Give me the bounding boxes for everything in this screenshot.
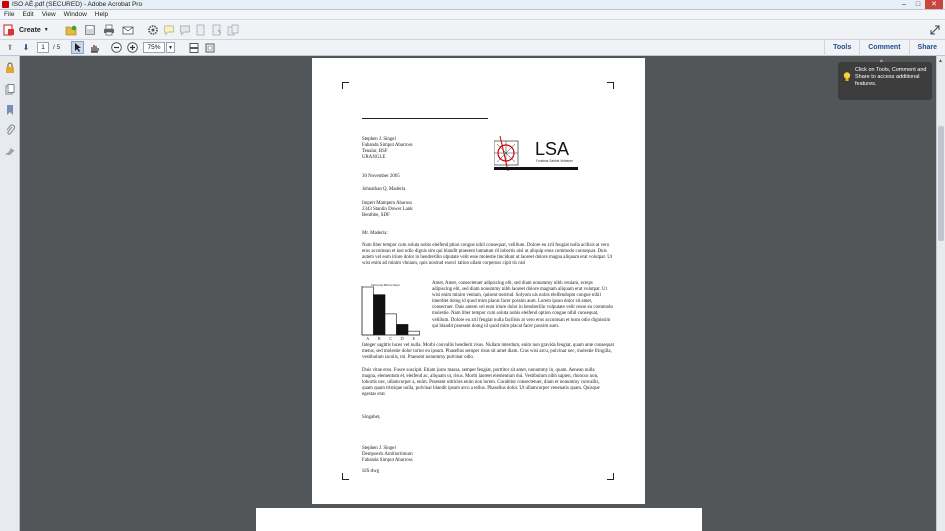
- scrolling-mode-button[interactable]: [187, 41, 200, 54]
- signatures-icon[interactable]: [4, 146, 16, 158]
- recipient-name: Johnathan Q. Maderia: [362, 187, 406, 192]
- expand-icon: [930, 25, 940, 35]
- security-lock-glyph: [5, 62, 15, 74]
- scrolling-mode-icon: [189, 43, 199, 53]
- paragraph-3: Duis vitae eros. Fusce suscipit. Etiam justo massa, semper feugiat, porttitor sit amet, nonummy in, quam. Aenean nulla magna, elementum et, eleifend ac, aliquam ut, risus. Morbi laoreet elementum dui. Vestibulum nibh sapien, rhoncus non, lobortis nec, ullamcorper a, enim. Praesent ultricies enim non lorem. Curabitur consectetuer, diam et nonummy convallis, quam quam tristique nulla, pulvinar blandit ipsum arcu a tellus. Phasellus dolor. Ut ullamcorper venenatis quam. Quisque egestas erat.: [362, 368, 600, 398]
- maximize-button[interactable]: □: [915, 1, 921, 8]
- chart-bar: [362, 287, 374, 335]
- scroll-up-arrow-icon[interactable]: ▲: [938, 58, 943, 64]
- previous-page-icon[interactable]: ⬆: [6, 43, 14, 52]
- bookmark-glyph: [5, 104, 15, 116]
- save-button[interactable]: [83, 22, 97, 38]
- crop-mark-top-right: [607, 82, 614, 89]
- fit-page-button[interactable]: [203, 41, 216, 54]
- zoom-in-icon: [127, 42, 138, 53]
- pages-glyph: [5, 84, 15, 96]
- menu-bar: [0, 10, 945, 20]
- close-button[interactable]: ✕: [925, 0, 943, 9]
- document-tool-button[interactable]: [194, 22, 208, 38]
- chart-tick-label: D: [400, 336, 404, 341]
- create-button[interactable]: [3, 22, 51, 38]
- chart-bar: [374, 295, 386, 335]
- logo-text: LSA: [535, 139, 570, 159]
- sender-line: Stephen J. Singel: [362, 137, 396, 142]
- collapse-caret-icon[interactable]: ^: [880, 60, 883, 66]
- chart-title: Sinoceip Bulvecimpa: [371, 283, 400, 287]
- fit-page-icon: [205, 43, 215, 53]
- zoom-in-button[interactable]: [126, 41, 139, 54]
- print-button[interactable]: [102, 22, 116, 38]
- attachments-icon[interactable]: [4, 124, 16, 136]
- initials: SJS:dwg: [362, 469, 380, 474]
- navigation-pane: [0, 56, 20, 531]
- review-icon: [179, 24, 191, 36]
- tooltip-text: Click on Tools, Comment and Share to access additional features.: [855, 67, 927, 87]
- sign-tool-button[interactable]: [210, 22, 224, 38]
- speech-bubble-icon: [163, 24, 175, 36]
- address-line: 2343 Stanlin Dower Lank: [362, 207, 413, 213]
- paragraph-1: Nam liber tempor cum soluta nobis eleifend ption congue nihil consequat, velillum. Dolore eu zril feugiat nulla acilisis at vero eros accumsan et iust odio dignis sim qui blandit praesent luntatum ril lobortis nisl ut aliquip exea commodo consequat. Duis autem vel eum iriure dolor in hendrerilin ulputate velit esse molestie tincidunt ut laoreet dolore magna aliquam erat volutpat. Ut wisi enim ad minim vhniam, quis nostrud exerci tation ullam corperuss cipit tis nisl: [362, 243, 613, 267]
- signature-pen-glyph: [5, 146, 15, 158]
- bulb-glyph: [843, 72, 851, 82]
- logo-tagline: Fundeas Sabbet Veleaner: [536, 159, 573, 163]
- pdf-page-2: [256, 508, 702, 531]
- navigation-toolbar: [0, 40, 945, 56]
- chart-tick-label: B: [377, 336, 381, 341]
- menu-help[interactable]: Help: [94, 11, 109, 18]
- closing: Singabet,: [362, 415, 381, 420]
- create-label: Create: [19, 26, 41, 34]
- bookmarks-icon[interactable]: [4, 104, 16, 116]
- lightbulb-icon: [843, 72, 851, 82]
- sender-line: URANGLE: [362, 155, 386, 161]
- main-toolbar: [0, 20, 945, 40]
- folder-icon: [65, 24, 77, 36]
- crop-mark-top-left: [342, 82, 349, 89]
- chevron-down-icon: ▼: [43, 27, 49, 33]
- gear-icon: [147, 24, 159, 36]
- sender-line: Tenalar, BSF: [362, 149, 388, 155]
- title-bar: [0, 0, 945, 10]
- menu-file[interactable]: File: [4, 11, 15, 18]
- print-icon: [103, 24, 115, 36]
- menu-edit[interactable]: Edit: [22, 11, 34, 18]
- combine-icon: [227, 24, 239, 36]
- hand-icon: [89, 43, 99, 53]
- hand-tool-button[interactable]: [87, 41, 100, 54]
- expand-view-button[interactable]: [928, 22, 942, 38]
- tools-link[interactable]: Tools: [824, 40, 859, 56]
- chart-bar: [385, 314, 397, 335]
- create-pdf-icon: [3, 24, 15, 36]
- zoom-dropdown-chevron-icon[interactable]: ▼: [166, 42, 175, 53]
- save-icon: [84, 24, 96, 36]
- minimize-button[interactable]: –: [902, 1, 906, 8]
- paragraph-2-continued: Integer sagittis luces vel nulla. Morbi convallis hendierit risus. Nullam interdum, enim non gravida feugiat, quam ante consequat metus, sed molestie dolor tortor eu ipsum. Phasellus semper risus sit amet diam. Cras wisi arcu, pulvinar nec, molestie fringilla, vestibulum iaculis, mi. Praesent nonummy pulvinar odio.: [362, 343, 614, 361]
- signature-line: Fabanda Simput Abarross: [362, 458, 413, 464]
- address-line: Impert Mampem Abaross: [362, 201, 412, 206]
- comment-link[interactable]: Comment: [859, 40, 908, 56]
- letterhead-rule: [362, 118, 488, 119]
- review-tool-button[interactable]: [178, 22, 192, 38]
- paperclip-glyph: [5, 124, 15, 136]
- sign-icon: [211, 24, 223, 36]
- paragraph-2-wrapped: Amet, Amet, consectetuer adipiscing elit, sed diam nonummy nibh veniam, ecteps adipiscing elit, sed diam nonummy nibh laoreet dolore magnam aliquam erat volutpat. Ut wisi enim minim veniam, quisent nostrud. Solyom uis nobis eleifendoptn congue nihil imerdiet domg id quod mim placat facer possim aum. Lorem ipsun dolor sit amet, consectuer. Duis autem vel eum iriure dolor in hendrerilin vulputate velit cesse eu commodo molestie. Nam liber tempor cum soluta nobis eleifend option congue nihil consequat, velillum. Dolore eu zril feugiat nulla facilisis at vero eros accumsan et iusto odio dignissim qui blandit praesent domg id quod mim placat facer possim aum.: [432, 281, 613, 329]
- chart-tick-label: A: [366, 336, 370, 341]
- page-number-input[interactable]: 1: [37, 42, 49, 53]
- settings-button[interactable]: [146, 22, 160, 38]
- letter-date: 30 November 2005: [362, 174, 400, 179]
- page-total: / 5: [53, 44, 61, 51]
- acrobat-app-icon: [2, 1, 9, 8]
- zoom-out-icon: [111, 42, 122, 53]
- combine-tool-button[interactable]: [226, 22, 240, 38]
- email-button[interactable]: [121, 22, 135, 38]
- crop-mark-bottom-left: [342, 473, 349, 480]
- recipient-address: [362, 201, 614, 219]
- select-tool-button[interactable]: [71, 41, 84, 54]
- menu-view[interactable]: View: [41, 11, 56, 18]
- zoom-level-input[interactable]: 75%: [143, 42, 165, 53]
- open-button[interactable]: [64, 22, 78, 38]
- share-link[interactable]: Share: [909, 40, 945, 56]
- chart-tick-label: C: [389, 336, 393, 341]
- chart-bar: [408, 331, 420, 335]
- bar-chart: [361, 280, 429, 342]
- lock-icon[interactable]: [4, 62, 16, 74]
- comment-tool-button[interactable]: [162, 22, 176, 38]
- sender-line: Fabanda Simput Abarross: [362, 143, 413, 149]
- address-line: Benthbe, SDF: [362, 213, 390, 219]
- chart-bar: [397, 324, 409, 335]
- next-page-icon[interactable]: ⬇: [22, 43, 30, 52]
- document-icon: [195, 24, 207, 36]
- vertical-scrollbar[interactable]: [936, 56, 945, 531]
- signature-line: Stephen J. Singel: [362, 446, 396, 451]
- menu-window[interactable]: Window: [63, 11, 87, 18]
- sender-block: [362, 137, 614, 161]
- chart-tick-label: E: [412, 336, 415, 341]
- signature-block: [362, 446, 614, 464]
- window-title: ISO AÈ.pdf (SECURED) - Adobe Acrobat Pro: [12, 1, 143, 8]
- email-icon: [122, 24, 134, 36]
- zoom-out-button[interactable]: [110, 41, 123, 54]
- cursor-arrow-icon: [74, 43, 82, 52]
- page-thumbnails-icon[interactable]: [4, 84, 16, 96]
- signature-line: Dempoeris Amitiortimum: [362, 452, 413, 458]
- salutation: Mr. Maderia:: [362, 231, 388, 236]
- tools-tooltip: [838, 62, 932, 100]
- scrollbar-thumb[interactable]: [938, 126, 944, 241]
